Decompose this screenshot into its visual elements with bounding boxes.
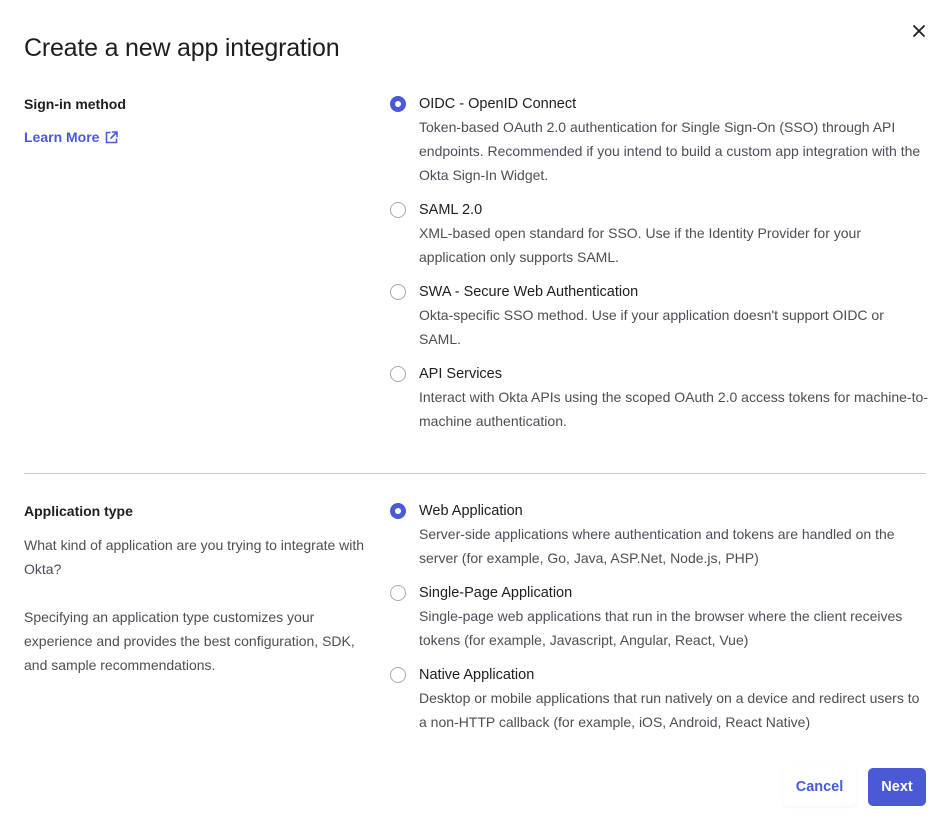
radio-button-swa[interactable] (390, 284, 406, 300)
external-link-icon (105, 131, 118, 144)
radio-description-native-application: Desktop or mobile applications that run natively on a device and redirect users to a non-HTTP callback (for example, iOS, Android, React Native) (419, 690, 920, 730)
next-button[interactable]: Next (868, 768, 926, 806)
application-type-help-description: Specifying an application type customizes your experience and provides the best configuration, SDK, and sample recommendations. (24, 609, 355, 673)
radio-button-web-application[interactable] (390, 503, 406, 519)
close-icon (912, 24, 926, 38)
radio-label-saml[interactable]: SAML 2.0 (419, 202, 483, 218)
radio-description-swa: Okta-specific SSO method. Use if your application doesn't support OIDC or SAML. (419, 307, 884, 347)
application-type-label: Application type (24, 503, 133, 519)
radio-label-api-services[interactable]: API Services (419, 366, 502, 382)
section-divider (24, 473, 926, 474)
radio-description-single-page-application: Single-page web applications that run in the browser where the client receives tokens (for example, Javascript, Angular, React, Vue) (419, 608, 903, 648)
radio-button-api-services[interactable] (390, 366, 406, 382)
radio-button-oidc[interactable] (390, 96, 406, 112)
radio-description-web-application: Server-side applications where authentication and tokens are handled on the server (for example, Go, Java, ASP.Net, Node.js, PHP) (419, 526, 895, 566)
radio-description-oidc: Token-based OAuth 2.0 authentication for Single Sign-On (SSO) through API endpoints. Recommended if you intend to build a custom app integration with the Okta Sign-In Widget. (419, 119, 921, 183)
cancel-button[interactable]: Cancel (783, 768, 856, 806)
radio-button-native-application[interactable] (390, 667, 406, 683)
dialog-title: Create a new app integration (24, 34, 340, 62)
radio-label-native-application[interactable]: Native Application (419, 667, 535, 683)
radio-description-api-services: Interact with Okta APIs using the scoped OAuth 2.0 access tokens for machine-to-machine authentication. (419, 389, 928, 429)
application-type-help-question: What kind of application are you trying to integrate with Okta? (24, 537, 365, 577)
sign-in-method-label: Sign-in method (24, 96, 126, 112)
radio-button-single-page-application[interactable] (390, 585, 406, 601)
learn-more-label: Learn More (24, 129, 100, 145)
radio-label-single-page-application[interactable]: Single-Page Application (419, 585, 573, 601)
learn-more-link[interactable] (24, 129, 118, 145)
radio-label-oidc[interactable]: OIDC - OpenID Connect (419, 96, 577, 112)
close-button[interactable] (906, 18, 932, 44)
radio-button-saml[interactable] (390, 202, 406, 218)
radio-label-swa[interactable]: SWA - Secure Web Authentication (419, 284, 639, 300)
radio-label-web-application[interactable]: Web Application (419, 503, 523, 519)
radio-description-saml: XML-based open standard for SSO. Use if the Identity Provider for your application only supports SAML. (419, 225, 861, 265)
